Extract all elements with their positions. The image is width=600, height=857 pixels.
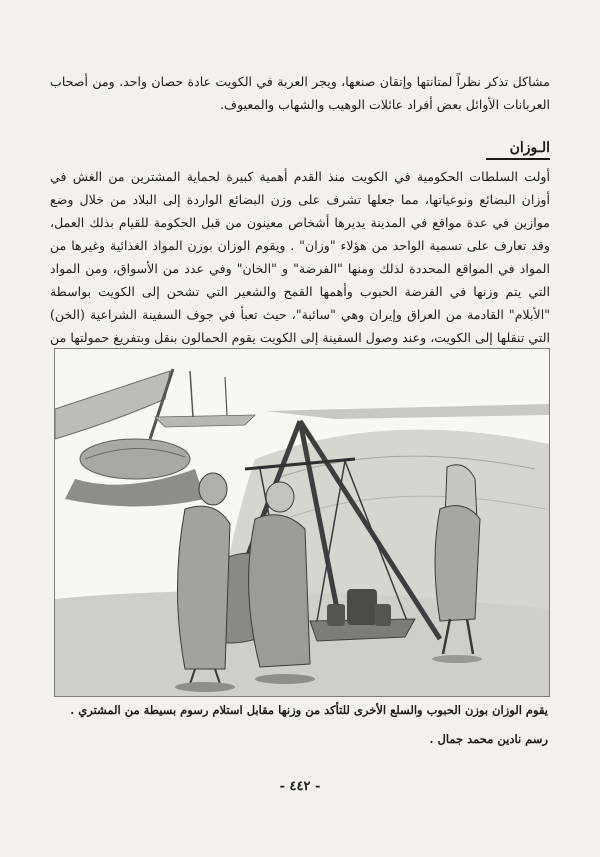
section-heading <box>486 140 550 160</box>
heading-underline <box>486 158 550 160</box>
section-heading-text: الـوزان <box>509 140 550 156</box>
figure-credit: رسم نادين محمد جمال . <box>429 732 548 746</box>
intro-paragraph: مشاكل تذكر نظراً لمتانتها وإتقان صنعها، ويجر العربة في الكويت عادة حصان واحد. ومن أصحاب العربانات الأوائل بعض أفراد عائلات الوهيب والشهاب والمعيوف. <box>50 74 550 112</box>
section-body-paragraph: أولت السلطات الحكومية في الكويت منذ القدم أهمية كبيرة لحماية المشترين من الغش في أوزان البضائع ونوعياتها، مما جعلها تشرف على وزن البضائع الواردة إلى البلاد من خلال وضع موازين في عدة مواقع في المدينة يديرها أشخاص معينون من قبل الحكومة للقيام بذلك العمل، وقد تعارف على تسمية الواحد من هؤلاء "وزان" . ويقوم الوزان بوزن المواد الغذائية وغيرها من المواد في المواقع المحددة لذلك ومنها "الفرضة" و "الخان" وفي عدد من الأسواق، ومن المواد التي يتم وزنها في الفرضة الحبوب وأهمها القمح والشعير التي تشحن إلى الكويت بواسطة "الأبلام" القادمة من العراق وإيران وهي "سائبة"، حيث تعبأ في جوف السفينة الشراعية (الخن) التي تنقلها إلى الكويت، وعند وصول السفينة إلى الكويت يقوم الحمالون بنقل وبتفريغ حمولتها من <box>50 169 550 345</box>
page-number: - ٤٤٢ - <box>279 779 321 794</box>
weighing-scene-illustration <box>54 348 550 697</box>
figure-caption: يقوم الوزان بوزن الحبوب والسلع الأخرى للتأكد من وزنها مقابل استلام رسوم بسيطة من المشتري . <box>70 703 548 717</box>
